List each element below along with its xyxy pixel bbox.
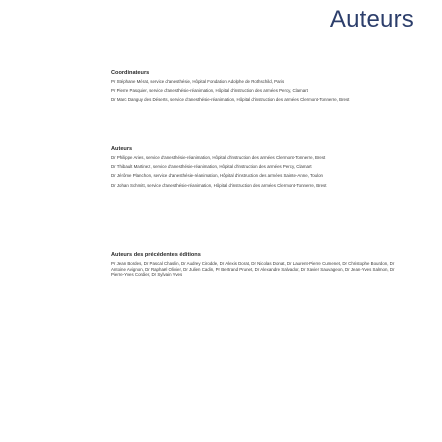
author-entry: Dr Thibault Martinez, service d'anesthésie-réanimation, Hôpital d'instruction des armées Percy, Clamart: [111, 164, 312, 170]
authors-heading: Auteurs: [111, 146, 133, 152]
coordinator-entry: Dr Marc Danguy des Déserts, service d'anesthésie-réanimation, Hôpital d'instruction des armées Clermont-Tonnerre, Brest: [111, 97, 350, 103]
previous-authors-text: Pr Jean Bordes, Dr Pascal Chaslin, Dr Audrey Cirodde, Dr Alexis Dorat, Dr Nicolas Donat, Dr Laurent-Pierre Cumenet, Dr Christophe Bourdon, Dr Antoine Avignon, Dr Raphaël Olivier, Dr Julien Cadin, Pr Bertrand Prunet, Dr Alexandre Salvador, Dr Xavier Sauvageon, Dr Jean-Yves Salmon, Dr Pierre-Yves Cordier, Dr Sylvain Yves: [111, 261, 395, 278]
coordinator-entry: Pr Pierre Pasquier, service d'anesthésie-réanimation, Hôpital d'instruction des armées Percy, Clamart: [111, 88, 308, 94]
coordinators-heading: Coordinateurs: [111, 70, 150, 76]
author-entry: Dr Philippe Aries, service d'anesthésie-réanimation, Hôpital d'instruction des armées Clermont-Tonnerre, Brest: [111, 155, 326, 160]
page-title: Auteurs: [329, 6, 414, 33]
author-entry: Dr Jérôme Planchon, service d'anesthésie-réanimation, Hôpital d'instruction des armées Sainte-Anne, Toulon: [111, 173, 323, 179]
authors-section: [111, 146, 407, 192]
previous-authors-heading: Auteurs des précédentes éditions: [111, 252, 201, 258]
previous-authors-section: [111, 252, 407, 278]
coordinator-entry: Pr Stéphane Mérat, service d'anesthésie, Hôpital Fondation Adolphe de Rothschild, Paris: [111, 79, 285, 84]
author-entry: Dr Johan Schmitt, service d'anesthésie-réanimation, Hôpital d'instruction des armées Clermont-Tonnerre, Brest: [111, 182, 327, 188]
coordinators-section: [111, 70, 407, 107]
